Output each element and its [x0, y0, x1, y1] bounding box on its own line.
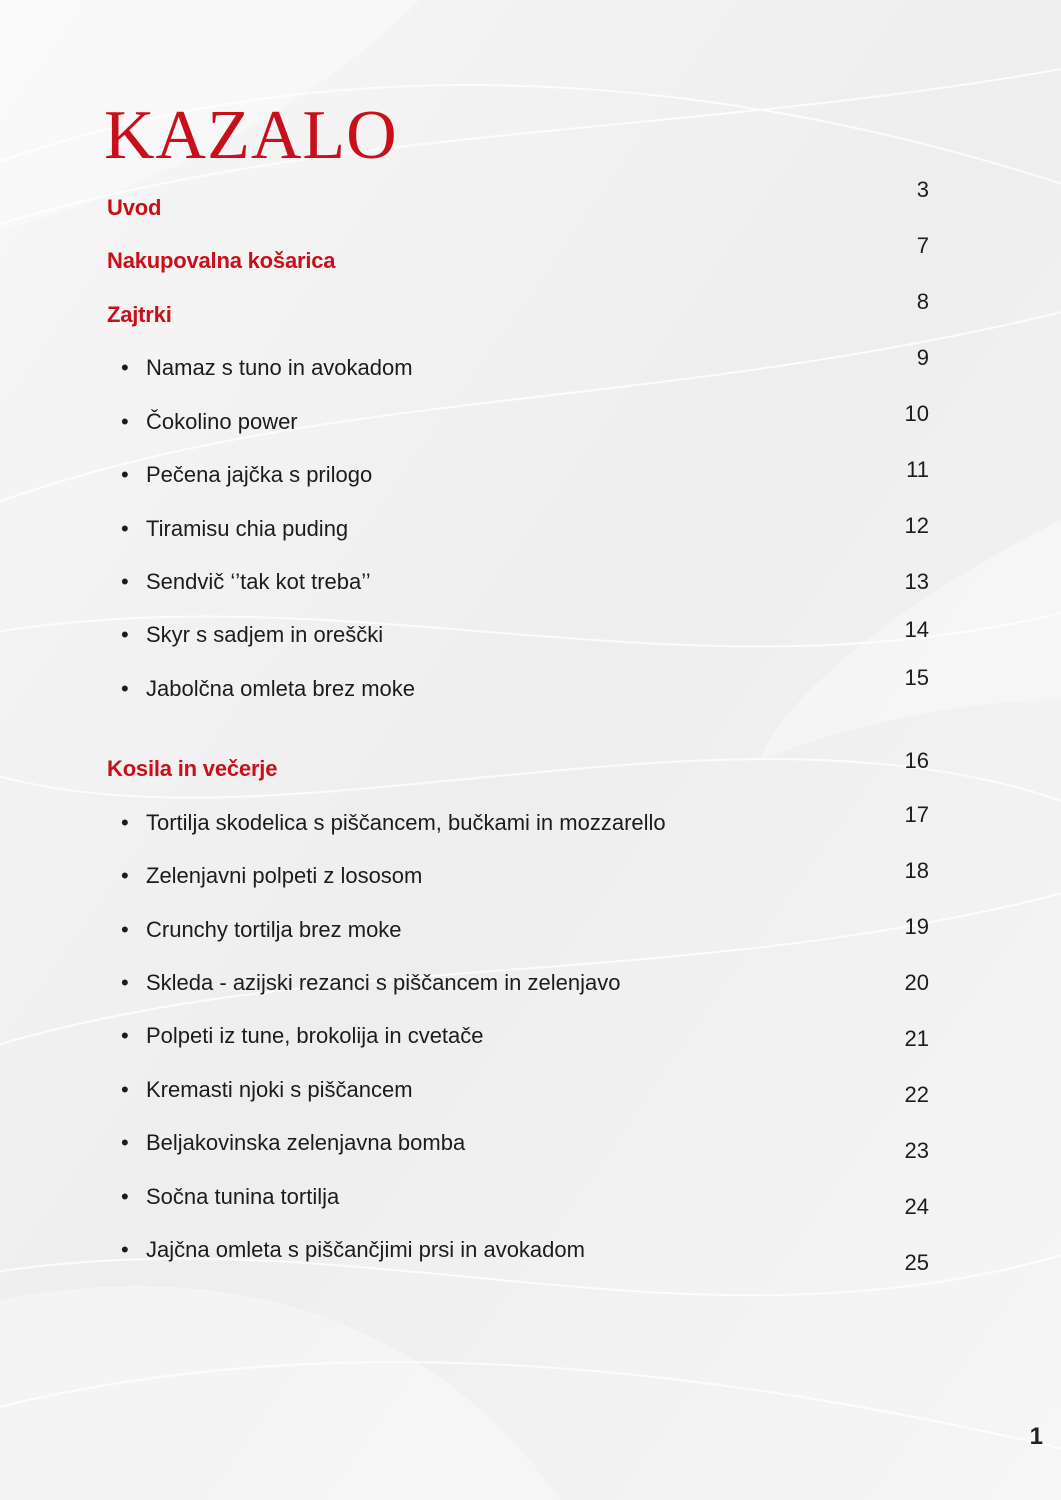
bullet-icon: •	[121, 917, 129, 942]
toc-section-label: Kosila in večerje	[107, 756, 278, 781]
toc-page-number: 21	[904, 1026, 929, 1051]
toc-page-number: 14	[904, 617, 929, 642]
toc-item-label: Skyr s sadjem in oreščki	[146, 622, 384, 647]
toc-section-label: Zajtrki	[107, 302, 172, 327]
toc-item-label: Crunchy tortilja brez moke	[146, 917, 402, 942]
toc-section-breakfasts[interactable]	[107, 300, 172, 330]
toc-item-label: Beljakovinska zelenjavna bomba	[146, 1130, 466, 1155]
bullet-icon: •	[121, 863, 129, 888]
toc-page-number: 22	[904, 1082, 929, 1107]
toc-section-uvod[interactable]	[107, 193, 161, 223]
toc-page-number: 15	[904, 665, 929, 690]
page-number: 1	[1029, 1423, 1043, 1450]
toc-item-label: Čokolino power	[146, 409, 298, 434]
toc-item-label: Sendvič ‘’tak kot treba’’	[146, 569, 371, 594]
toc-page-number: 3	[916, 177, 929, 202]
toc-page-number: 13	[904, 569, 929, 594]
toc-page-number: 16	[904, 748, 929, 773]
toc-item-label: Zelenjavni polpeti z lososom	[146, 863, 423, 888]
toc-page-number: 18	[904, 858, 929, 883]
toc-section-label: Uvod	[107, 195, 162, 220]
toc-page-number: 12	[904, 513, 929, 538]
page-title: KAZALO	[104, 97, 398, 174]
bullet-icon: •	[121, 569, 129, 594]
bullet-icon: •	[121, 1237, 129, 1262]
toc-item-label: Jajčna omleta s piščančjimi prsi in avokadom	[146, 1237, 585, 1262]
toc-page-number: 11	[906, 457, 929, 482]
toc-page-number: 10	[904, 401, 929, 426]
bullet-icon: •	[121, 516, 129, 541]
toc-item-label: Tiramisu chia puding	[146, 516, 349, 541]
toc-page-number: 9	[916, 345, 929, 370]
toc-item-label: Jabolčna omleta brez moke	[146, 676, 416, 701]
toc-page-number: 25	[904, 1250, 929, 1275]
bullet-icon: •	[121, 622, 129, 647]
bullet-icon: •	[121, 970, 129, 995]
toc-item-label: Kremasti njoki s piščancem	[146, 1077, 413, 1102]
toc-item-label: Tortilja skodelica s piščancem, bučkami in mozzarello	[146, 810, 666, 835]
toc-section-label: Nakupovalna košarica	[107, 248, 336, 273]
toc-item-label: Polpeti iz tune, brokolija in cvetače	[146, 1023, 484, 1048]
toc-page-number: 24	[904, 1194, 929, 1219]
toc-page-number: 8	[916, 289, 929, 314]
bullet-icon: •	[121, 676, 129, 701]
bullet-icon: •	[121, 462, 129, 487]
bullet-icon: •	[121, 810, 129, 835]
bullet-icon: •	[121, 409, 129, 434]
toc-item-label: Namaz s tuno in avokadom	[146, 355, 413, 380]
toc-section-shopping-basket[interactable]	[107, 246, 335, 276]
bullet-icon: •	[121, 1023, 129, 1048]
toc-section-lunches-dinners[interactable]	[107, 754, 277, 784]
bullet-icon: •	[121, 1130, 129, 1155]
bullet-icon: •	[121, 1077, 129, 1102]
toc-page-number: 19	[904, 914, 929, 939]
toc-item-label: Sočna tunina tortilja	[146, 1184, 340, 1209]
toc-page-number: 20	[904, 970, 929, 995]
toc-page-number: 23	[904, 1138, 929, 1163]
toc-page-number: 7	[916, 233, 929, 258]
bullet-icon: •	[121, 1184, 129, 1209]
bullet-icon: •	[121, 355, 129, 380]
toc-page-number: 17	[904, 802, 929, 827]
toc-item-label: Skleda - azijski rezanci s piščancem in zelenjavo	[146, 970, 621, 995]
toc-item-label: Pečena jajčka s prilogo	[146, 462, 373, 487]
